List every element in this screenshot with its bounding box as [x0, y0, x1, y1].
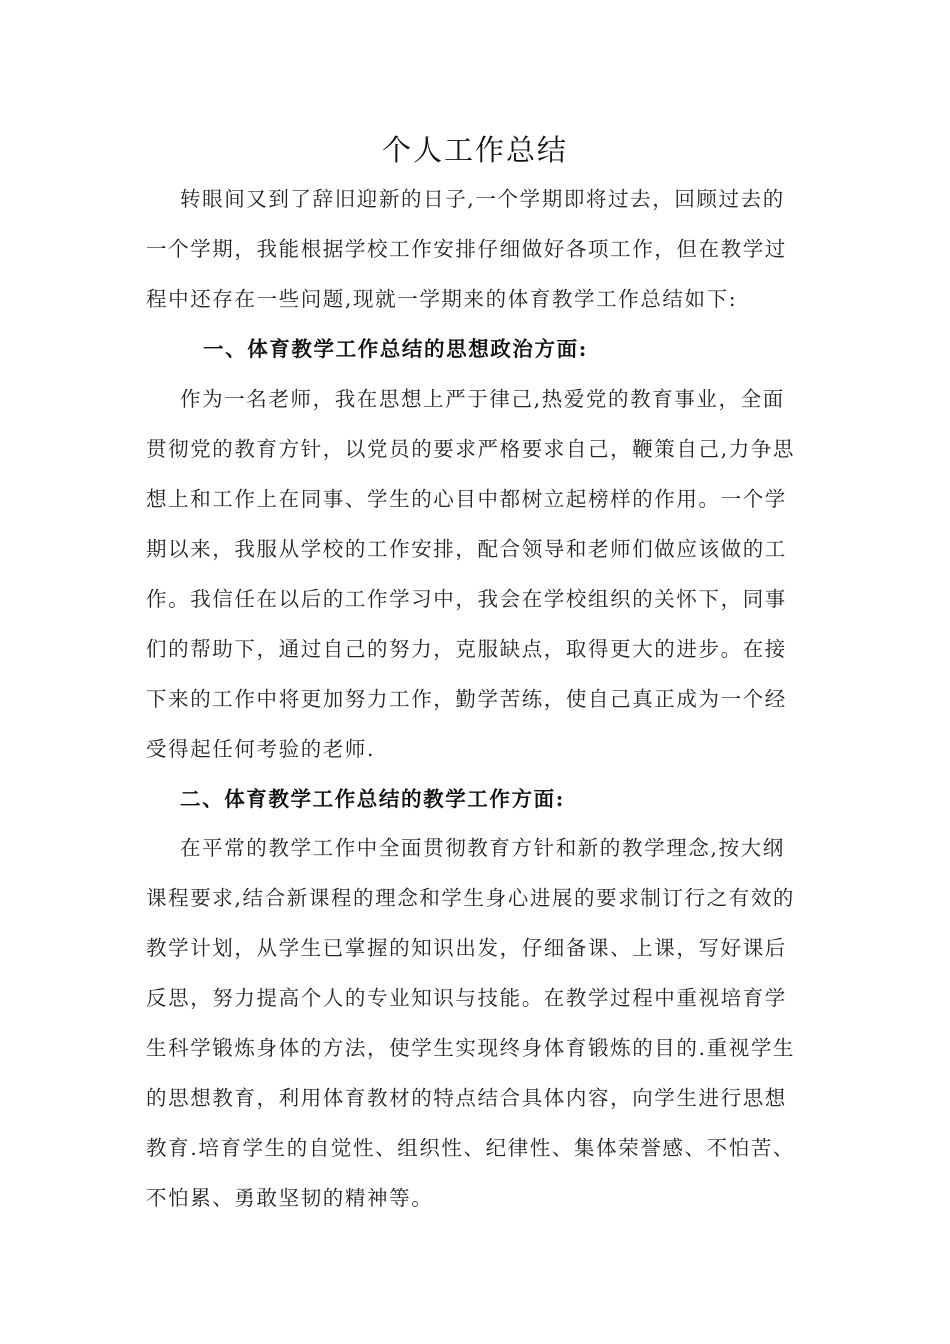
section1-line: 期以来，我服从学校的工作安排，配合领导和老师们做应该做的工	[146, 537, 787, 561]
section1-line: 受得起任何考验的老师.	[146, 737, 376, 761]
section2-line: 教育.培育学生的自觉性、组织性、纪律性、集体荣誉感、不怕苦、	[146, 1136, 796, 1160]
page-title: 个人工作总结	[381, 133, 568, 167]
section2-line: 课程要求,结合新课程的理念和学生身心进展的要求制订行之有效的	[146, 886, 796, 910]
section2-line: 不怕累、勇敢坚韧的精神等。	[146, 1186, 434, 1210]
section1-line: 作为一名老师，我在思想上严于律己,热爱党的教育事业，全面	[180, 387, 785, 411]
intro-line: 一个学期，我能根据学校工作安排仔细做好各项工作，但在教学过	[146, 237, 787, 261]
section1-line: 下来的工作中将更加努力工作，勤学苦练，使自己真正成为一个经	[146, 687, 787, 711]
section2-line: 生科学锻炼身体的方法，使学生实现终身体育锻炼的目的.重视学生	[146, 1036, 796, 1060]
section2-line: 反思，努力提高个人的专业知识与技能。在教学过程中重视培育学	[146, 986, 787, 1010]
section2-line: 在平常的教学工作中全面贯彻教育方针和新的教学理念,按大纲	[180, 836, 785, 860]
intro-line: 转眼间又到了辞旧迎新的日子,一个学期即将过去，回顾过去的	[180, 187, 785, 211]
section1-line: 想上和工作上在同事、学生的心目中都树立起榜样的作用。一个学	[146, 487, 787, 511]
section2-line: 的思想教育，利用体育教材的特点结合具体内容，向学生进行思想	[146, 1086, 787, 1110]
section1-heading: 一、体育教学工作总结的思想政治方面:	[203, 337, 588, 361]
section1-line: 贯彻党的教育方针，以党员的要求严格要求自己，鞭策自己,力争思	[146, 437, 796, 461]
section1-line: 作。我信任在以后的工作学习中，我会在学校组织的关怀下，同事	[146, 587, 787, 611]
intro-line: 程中还存在一些问题,现就一学期来的体育教学工作总结如下:	[146, 287, 738, 311]
section2-line: 教学计划，从学生已掌握的知识出发，仔细备课、上课，写好课后	[146, 936, 787, 960]
section2-heading: 二、体育教学工作总结的教学工作方面:	[180, 787, 565, 811]
section1-line: 们的帮助下，通过自己的努力，克服缺点，取得更大的进步。在接	[146, 637, 787, 661]
